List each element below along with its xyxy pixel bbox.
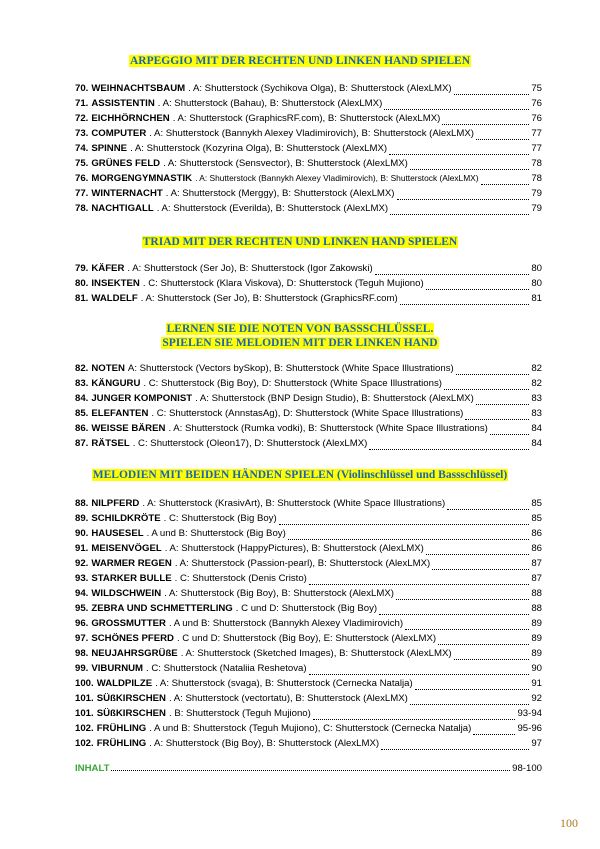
toc-entry[interactable] [75, 423, 542, 438]
section-heading-beide-haende: MELODIEN MIT BEIDEN HÄNDEN SPIELEN (Violinschlüssel und Bassschlüssel) [92, 469, 508, 481]
toc-entry[interactable] [75, 188, 542, 203]
entry-credit: . A und B: Shutterstock (Big Boy) [146, 528, 286, 539]
entry-number: 88. [75, 498, 89, 509]
entry-title: ZEBRA UND SCHMETTERLING [91, 603, 233, 614]
dot-leader [400, 304, 530, 305]
entry-number: 75. [75, 158, 89, 169]
dot-leader [432, 569, 529, 570]
toc-entry[interactable] [75, 678, 542, 693]
entry-number: 92. [75, 558, 89, 569]
entry-credit: . A: Shutterstock (Rumka vodki), B: Shutterstock (White Space Illustrations) [168, 423, 488, 434]
entry-page: 91 [531, 678, 542, 689]
toc-entry[interactable] [75, 663, 542, 678]
entry-credit: . C: Shutterstock (Big Boy) [163, 513, 277, 524]
entry-title: NOTEN [91, 363, 125, 374]
entry-number: 91. [75, 543, 89, 554]
dot-leader [397, 199, 530, 200]
entry-title: GRÜNES FELD [91, 158, 161, 169]
entry-title: MEISENVÖGEL [91, 543, 162, 554]
entry-page: 80 [531, 263, 542, 274]
toc-entry[interactable] [75, 378, 542, 393]
toc-entry[interactable] [75, 588, 542, 603]
entry-credit: . A: Shutterstock (Merggy), B: Shutterstock (AlexLMX) [165, 188, 395, 199]
entry-number: 77. [75, 188, 89, 199]
entry-credit: . C: Shutterstock (Oleon17), D: Shutterstock (AlexLMX) [132, 438, 368, 449]
entry-page: 87 [531, 558, 542, 569]
toc-entry-inhalt[interactable] [75, 763, 542, 774]
entry-page: 93-94 [517, 708, 542, 719]
toc-entry[interactable] [75, 128, 542, 143]
entry-page: 89 [531, 633, 542, 644]
toc-entry[interactable] [75, 693, 542, 708]
toc-entry[interactable] [75, 573, 542, 588]
entry-number: 70. [75, 83, 89, 94]
entry-title: RÄTSEL [91, 438, 130, 449]
entry-page: 81 [531, 293, 542, 304]
entry-number: 71. [75, 98, 89, 109]
entry-title: MORGENGYMNASTIK [91, 173, 193, 184]
entry-page: 76 [531, 113, 542, 124]
entry-number: 73. [75, 128, 89, 139]
entry-number: 74. [75, 143, 89, 154]
entry-credit: . C: Shutterstock (AnnstasAg), D: Shutterstock (White Space Illustrations) [151, 408, 464, 419]
entry-title: SPINNE [91, 143, 128, 154]
dot-leader [415, 689, 530, 690]
entry-number: 80. [75, 278, 89, 289]
entry-credit: . A: Shutterstock (HappyPictures), B: Shutterstock (AlexLMX) [164, 543, 424, 554]
dot-leader [111, 770, 510, 771]
dot-leader [279, 524, 530, 525]
entry-page: 76 [531, 98, 542, 109]
dot-leader [447, 509, 529, 510]
toc-entry[interactable] [75, 83, 542, 98]
dot-leader [454, 94, 530, 95]
entry-page: 78 [531, 158, 542, 169]
entry-title: FRÜHLING [96, 738, 147, 749]
entry-credit: . A: Shutterstock (Passion-pearl), B: Shutterstock (AlexLMX) [174, 558, 431, 569]
entry-title: SCHILDKRÖTE [91, 513, 161, 524]
entry-number: 83. [75, 378, 89, 389]
entry-credit: . A: Shutterstock (Everilda), B: Shutterstock (AlexLMX) [156, 203, 389, 214]
entry-page: 86 [531, 543, 542, 554]
toc-entry[interactable] [75, 438, 542, 453]
toc-entry[interactable] [75, 738, 542, 753]
entry-credit: . C und D: Shutterstock (Big Boy) [235, 603, 378, 614]
entry-number: 93. [75, 573, 89, 584]
entry-title: WALDELF [91, 293, 138, 304]
dot-leader [309, 584, 529, 585]
entry-title: STARKER BULLE [91, 573, 172, 584]
entry-title: EICHHÖRNCHEN [91, 113, 170, 124]
toc-entry[interactable] [75, 633, 542, 648]
dot-leader [490, 434, 529, 435]
entry-credit: . A: Shutterstock (Sychikova Olga), B: Shutterstock (AlexLMX) [188, 83, 452, 94]
entry-page: 92 [531, 693, 542, 704]
inhalt-label: INHALT [75, 763, 110, 774]
entry-credit: . A: Shutterstock (KrasivArt), B: Shutterstock (White Space Illustrations) [142, 498, 446, 509]
entry-number: 85. [75, 408, 89, 419]
toc-entry[interactable] [75, 648, 542, 663]
toc-entry[interactable] [75, 603, 542, 618]
entry-number: 101. [75, 708, 94, 719]
toc-entry[interactable] [75, 543, 542, 558]
toc-entry[interactable] [75, 98, 542, 113]
entry-title: FRÜHLING [96, 723, 147, 734]
entry-title: NILPFERD [91, 498, 140, 509]
entry-number: 101. [75, 693, 94, 704]
entry-number: 95. [75, 603, 89, 614]
section-heading-arpeggio: ARPEGGIO MIT DER RECHTEN UND LINKEN HAND SPIELEN [129, 55, 471, 67]
entry-number: 89. [75, 513, 89, 524]
dot-leader [369, 449, 529, 450]
toc-entry[interactable] [75, 528, 542, 543]
entry-number: 96. [75, 618, 89, 629]
dot-leader [379, 614, 529, 615]
entry-credit: . A: Shutterstock (Big Boy), B: Shutterstock (AlexLMX) [164, 588, 394, 599]
entry-number: 90. [75, 528, 89, 539]
entry-page: 77 [531, 143, 542, 154]
entry-title: SCHÖNES PFERD [91, 633, 174, 644]
dot-leader [442, 124, 529, 125]
entry-credit: . A: Shutterstock (Sketched Images), B: Shutterstock (AlexLMX) [180, 648, 452, 659]
dot-leader [384, 109, 529, 110]
toc-entry[interactable] [75, 723, 542, 738]
entry-credit: . A und B: Shutterstock (Bannykh Alexey Vladimirovich) [168, 618, 404, 629]
dot-leader [438, 644, 529, 645]
dot-leader [313, 719, 516, 720]
entry-credit: . A: Shutterstock (Sensvector), B: Shutterstock (AlexLMX) [163, 158, 408, 169]
entry-credit: . A: Shutterstock (Big Boy), B: Shutterstock (AlexLMX) [149, 738, 380, 749]
dot-leader [426, 554, 529, 555]
dot-leader [410, 704, 529, 705]
entry-credit: . A: Shutterstock (Bannykh Alexey Vladimirovich), B: Shutterstock (AlexLMX) [149, 128, 474, 139]
entry-credit: . A: Shutterstock (GraphicsRF.com), B: Shutterstock (AlexLMX) [172, 113, 441, 124]
entry-title: WALDPILZE [96, 678, 153, 689]
entry-number: 102. [75, 723, 94, 734]
toc-entry[interactable] [75, 143, 542, 158]
dot-leader [444, 389, 529, 390]
toc-entry[interactable] [75, 408, 542, 423]
entry-credit: . C: Shutterstock (Denis Cristo) [174, 573, 307, 584]
toc-entry[interactable] [75, 113, 542, 128]
entry-page: 89 [531, 648, 542, 659]
entry-title: WEISSE BÄREN [91, 423, 166, 434]
dot-leader [465, 419, 529, 420]
entry-page: 83 [531, 393, 542, 404]
entry-title: HAUSESEL [91, 528, 144, 539]
toc-entry[interactable] [75, 393, 542, 408]
entry-title: ELEFANTEN [91, 408, 149, 419]
dot-leader [481, 184, 530, 185]
dot-leader [476, 404, 530, 405]
toc-entry[interactable] [75, 158, 542, 173]
entry-credit: . B: Shutterstock (Teguh Mujiono) [168, 708, 311, 719]
toc-entry[interactable] [75, 498, 542, 513]
entry-page: 82 [531, 378, 542, 389]
toc-entry[interactable] [75, 558, 542, 573]
entry-credit: . A: Shutterstock (Ser Jo), B: Shutterstock (GraphicsRF.com) [140, 293, 398, 304]
entry-title: SÜßKIRSCHEN [96, 708, 166, 719]
entry-title: NEUJAHRSGRÜßE [91, 648, 178, 659]
entry-number: 82. [75, 363, 89, 374]
entry-title: VIBURNUM [91, 663, 144, 674]
section-heading-triad: TRIAD MIT DER RECHTEN UND LINKEN HAND SPIELEN [142, 236, 458, 248]
entry-credit: . C: Shutterstock (Big Boy), D: Shutterstock (White Space Illustrations) [143, 378, 442, 389]
entry-page: 79 [531, 203, 542, 214]
entry-page: 85 [531, 513, 542, 524]
dot-leader [309, 674, 530, 675]
entry-number: 84. [75, 393, 89, 404]
entry-page: 97 [531, 738, 542, 749]
section-heading-bassschluessel-1: LERNEN SIE DIE NOTEN VON BASSSCHLÜSSEL. [166, 323, 434, 335]
entry-number: 72. [75, 113, 89, 124]
entry-title: JUNGER KOMPONIST [91, 393, 193, 404]
entry-title: INSEKTEN [91, 278, 140, 289]
dot-leader [426, 289, 530, 290]
entry-number: 76. [75, 173, 89, 184]
entry-credit: . A: Shutterstock (Ser Jo), B: Shutterstock (Igor Zakowski) [127, 263, 373, 274]
entry-title: WILDSCHWEIN [91, 588, 162, 599]
entry-page: 89 [531, 618, 542, 629]
entry-page: 85 [531, 498, 542, 509]
entry-credit: . A und B: Shutterstock (Teguh Mujiono), C: Shutterstock (Cernecka Natalja) [149, 723, 472, 734]
dot-leader [454, 659, 530, 660]
toc-entry[interactable] [75, 203, 542, 218]
entry-title: GROSSMUTTER [91, 618, 166, 629]
entry-page: 88 [531, 603, 542, 614]
entry-page: 90 [531, 663, 542, 674]
entry-page: 86 [531, 528, 542, 539]
entry-number: 79. [75, 263, 89, 274]
entry-credit: . C: Shutterstock (Nataliia Reshetova) [146, 663, 307, 674]
entry-number: 87. [75, 438, 89, 449]
entry-number: 100. [75, 678, 94, 689]
dot-leader [390, 214, 529, 215]
entry-title: WINTERNACHT [91, 188, 163, 199]
toc-entry[interactable] [75, 278, 542, 293]
entry-number: 94. [75, 588, 89, 599]
dot-leader [288, 539, 530, 540]
entry-credit: . C: Shutterstock (Klara Viskova), D: Shutterstock (Teguh Mujiono) [142, 278, 424, 289]
entry-page: 80 [531, 278, 542, 289]
dot-leader [405, 629, 529, 630]
toc-entry[interactable] [75, 173, 542, 188]
toc-entry[interactable] [75, 708, 542, 723]
toc-entry[interactable] [75, 363, 542, 378]
section-heading-bassschluessel-2: SPIELEN SIE MELODIEN MIT DER LINKEN HAND [162, 337, 438, 349]
entry-page: 77 [531, 128, 542, 139]
entry-credit: . C und D: Shutterstock (Big Boy), E: Shutterstock (AlexLMX) [176, 633, 437, 644]
entry-page: 78 [531, 173, 542, 184]
entry-page: 79 [531, 188, 542, 199]
page-number: 100 [560, 816, 578, 830]
entry-credit: A: Shutterstock (Vectors bySkop), B: Shutterstock (White Space Illustrations) [127, 363, 454, 374]
entry-number: 102. [75, 738, 94, 749]
entry-number: 99. [75, 663, 89, 674]
entry-number: 81. [75, 293, 89, 304]
entry-title: ASSISTENTIN [91, 98, 155, 109]
inhalt-page: 98-100 [512, 763, 542, 774]
entry-number: 97. [75, 633, 89, 644]
entry-title: KÄNGURU [91, 378, 141, 389]
entry-title: SÜßKIRSCHEN [96, 693, 166, 704]
entry-page: 87 [531, 573, 542, 584]
dot-leader [456, 374, 530, 375]
dot-leader [476, 139, 529, 140]
entry-page: 84 [531, 438, 542, 449]
entry-page: 82 [531, 363, 542, 374]
entry-page: 84 [531, 423, 542, 434]
entry-title: WARMER REGEN [91, 558, 172, 569]
dot-leader [473, 734, 515, 735]
entry-title: COMPUTER [91, 128, 147, 139]
dot-leader [381, 749, 529, 750]
entry-number: 86. [75, 423, 89, 434]
dot-leader [396, 599, 529, 600]
entry-credit: . A: Shutterstock (vectortatu), B: Shutterstock (AlexLMX) [168, 693, 408, 704]
toc-entry[interactable] [75, 513, 542, 528]
entry-title: NACHTIGALL [91, 203, 154, 214]
dot-leader [375, 274, 530, 275]
entry-page: 95-96 [517, 723, 542, 734]
entry-page: 75 [531, 83, 542, 94]
entry-title: WEIHNACHTSBAUM [91, 83, 186, 94]
entry-number: 98. [75, 648, 89, 659]
entry-number: 78. [75, 203, 89, 214]
entry-page: 83 [531, 408, 542, 419]
entry-credit: . A: Shutterstock (Kozyrina Olga), B: Shutterstock (AlexLMX) [130, 143, 388, 154]
entry-credit: . A: Shutterstock (Bahau), B: Shutterstock (AlexLMX) [157, 98, 383, 109]
entry-credit: . A: Shutterstock (Bannykh Alexey Vladimirovich), B: Shutterstock (AlexLMX) [195, 173, 479, 183]
entry-page: 88 [531, 588, 542, 599]
entry-title: KÄFER [91, 263, 125, 274]
dot-leader [410, 169, 529, 170]
toc-entry[interactable] [75, 618, 542, 633]
toc-entry[interactable] [75, 293, 542, 308]
entry-credit: . A: Shutterstock (BNP Design Studio), B: Shutterstock (AlexLMX) [195, 393, 474, 404]
toc-entry[interactable] [75, 263, 542, 278]
entry-credit: . A: Shutterstock (svaga), B: Shutterstock (Cernecka Natalja) [155, 678, 413, 689]
dot-leader [389, 154, 529, 155]
